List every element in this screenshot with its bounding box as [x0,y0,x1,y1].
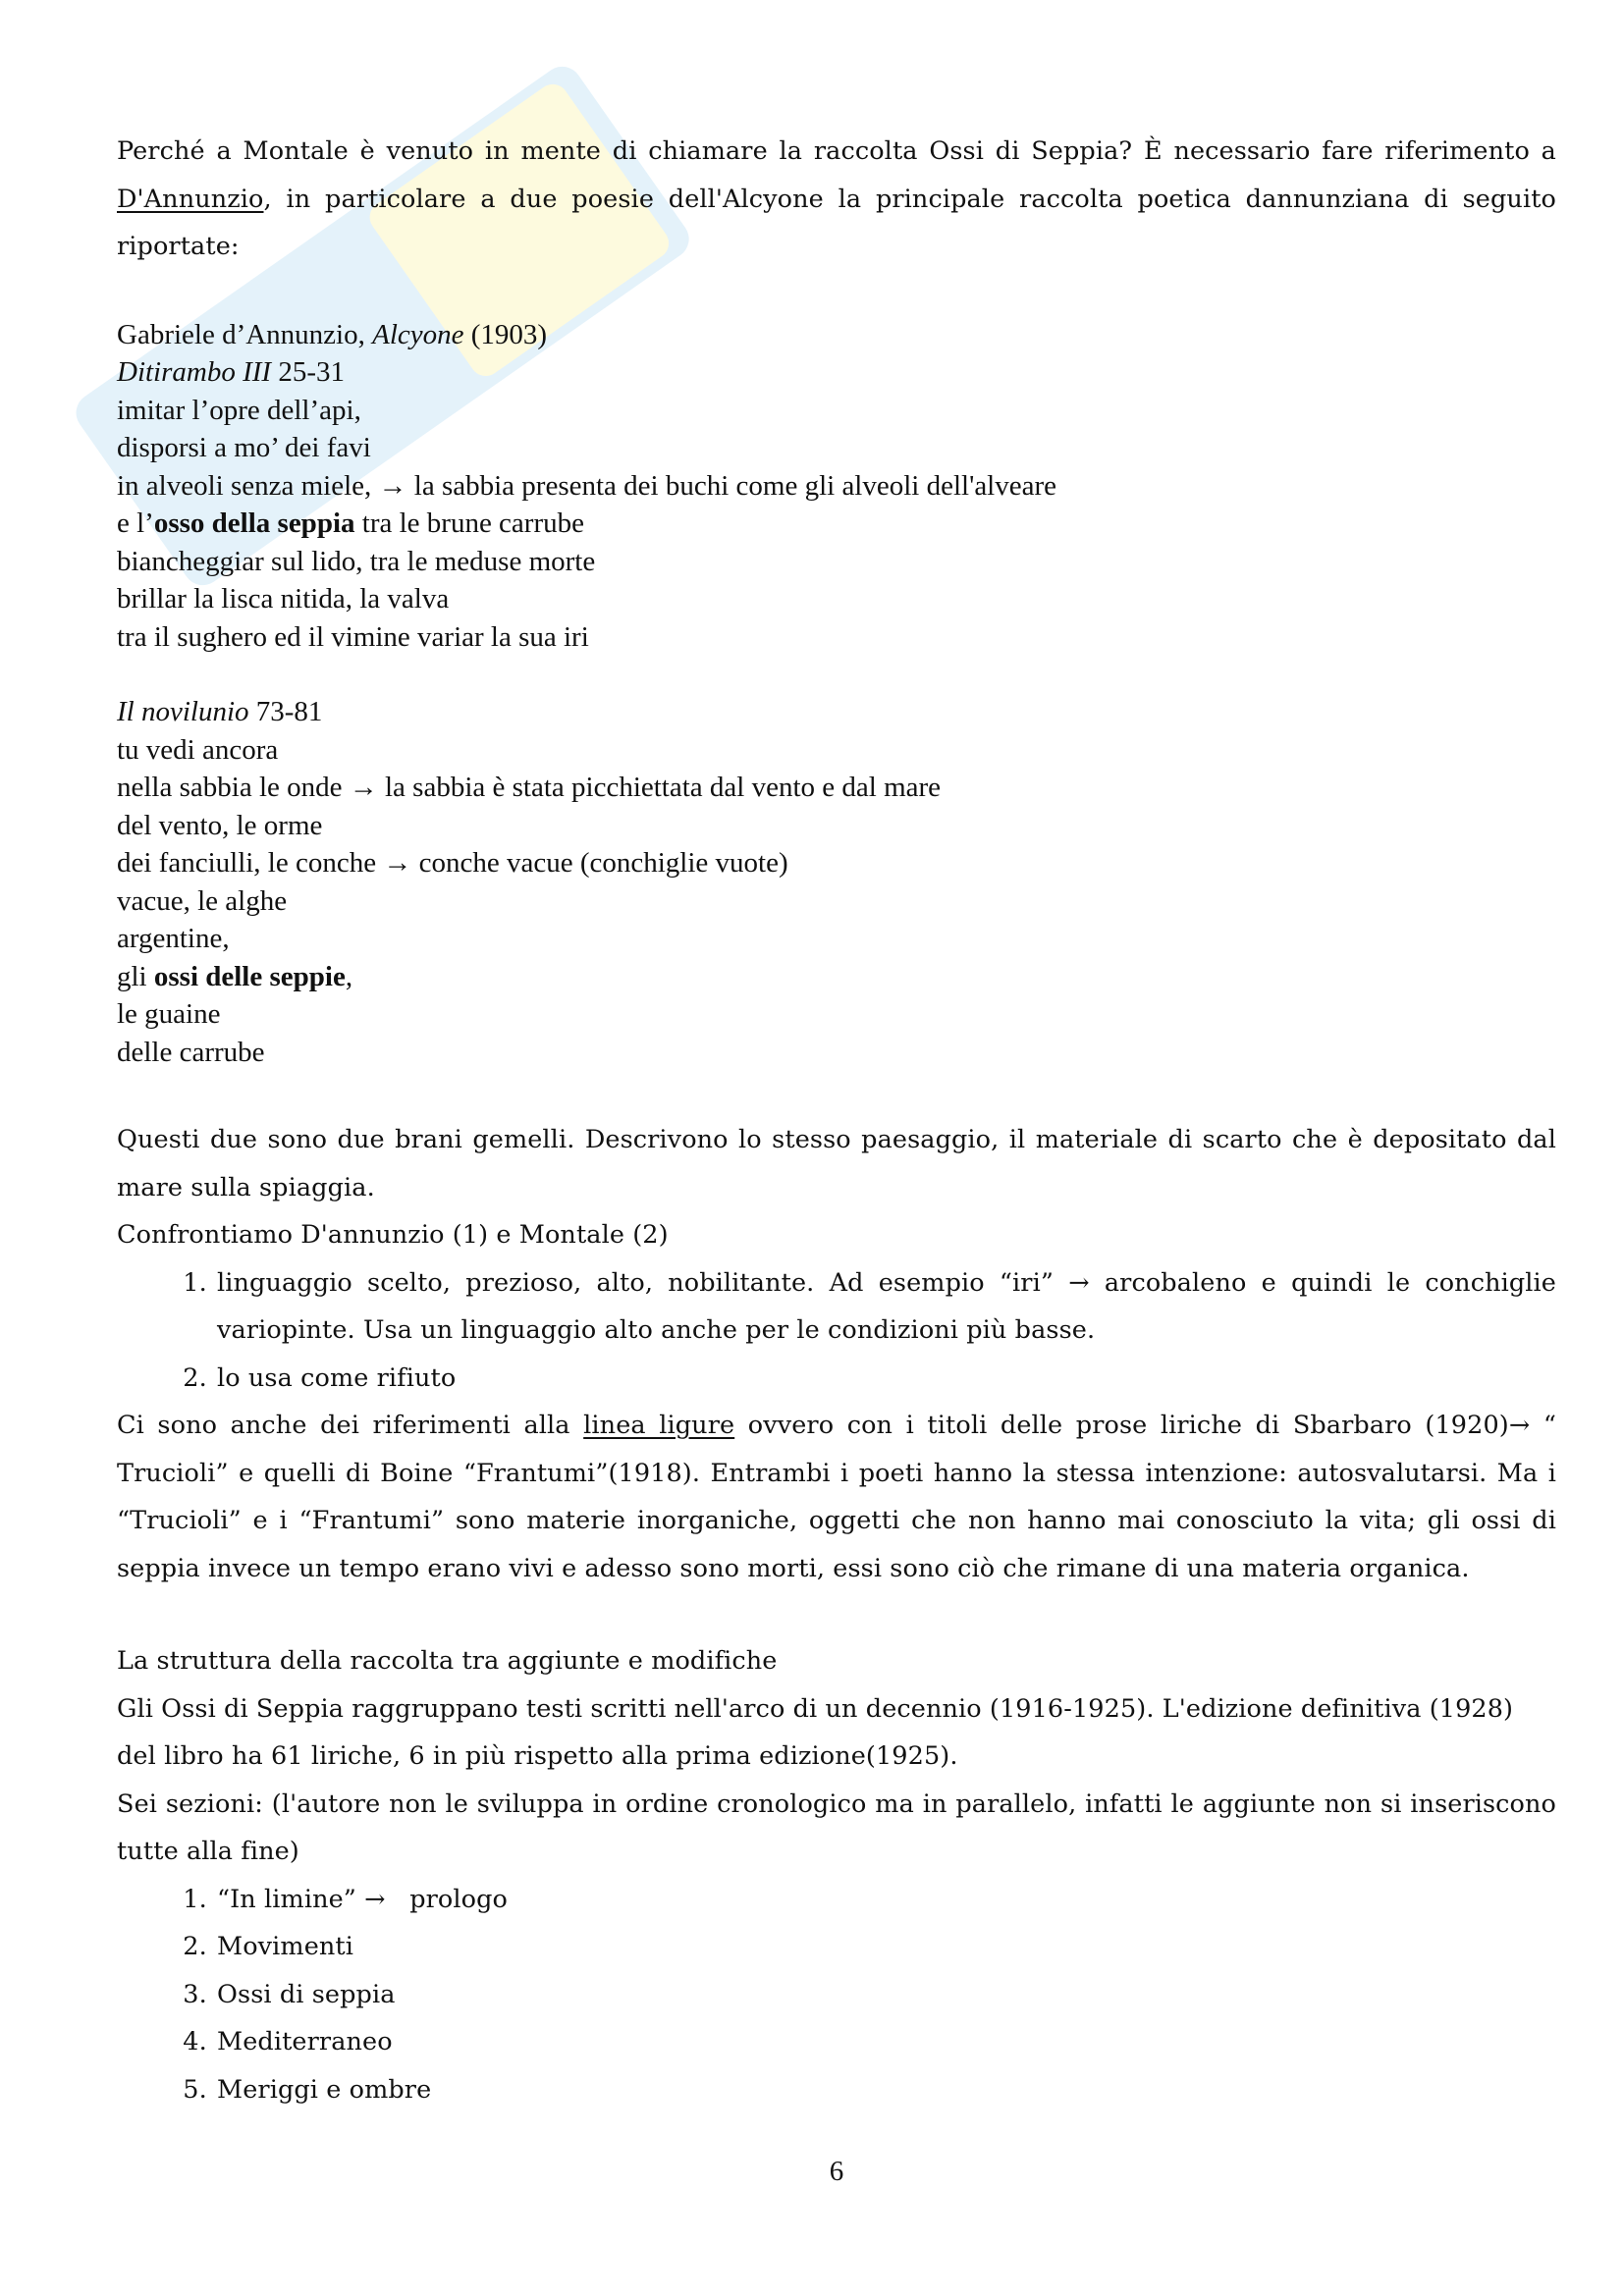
verse: delle carrube [117,1036,265,1068]
paragraph: Ci sono anche dei riferimenti alla linea ligure ovvero con i titoli delle prose liriche di Sbarbaro (1920)→ “ Trucioli” e quelli di Boine “Frantumi”(1918). Entrambi i poeti hanno la stessa intenzione: autosvalutarsi. Ma i “Trucioli” e i “Frantumi” sono materie inorganiche, oggetti che non hanno mai conosciuto la vita; gli ossi di seppia invece un tempo erano vivi e adesso sono morti, essi sono ciò che rimane di una materia organica. [117,1411,1556,1583]
list-item: 2. lo usa come rifiuto [215,1355,1556,1403]
intro-text-cont: , in particolare a due poesie dell'Alcyone la principale raccolta poetica dannunziana di seguito riportate: [117,184,1556,261]
verse: biancheggiar sul lido, tra le meduse morte [117,545,596,577]
verse: tu vedi ancora [117,733,279,766]
verse: brillar la lisca nitida, la valva [117,583,450,614]
linea-ligure-link[interactable]: linea ligure [583,1411,735,1440]
paragraph: Confrontiamo D'annunzio (1) e Montale (2) [117,1220,669,1250]
verse: vacue, le alghe [117,884,288,917]
verse: e l’osso della seppia tra le brune carrube [117,507,584,539]
list-item: 5. Meriggi e ombre [215,2066,1556,2114]
sections-list [117,1876,1556,2114]
intro-paragraph [117,128,1556,271]
structure-section [117,1637,1556,2113]
verse: imitar l’opre dell’api, [117,394,361,426]
list-item: 4. Mediterraneo [215,2018,1556,2066]
verse: del vento, le orme [117,809,323,841]
poem-title: Il novilunio 73-81 [117,696,323,727]
paragraph: Questi due sono due brani gemelli. Descrivono lo stesso paesaggio, il materiale di scarto che è depositato dal mare sulla spiaggia. [117,1125,1556,1202]
intro-text: Perché a Montale è venuto in mente di chiamare la raccolta Ossi di Seppia? È necessario fare riferimento a [117,136,1556,166]
poem-source: Gabriele d’Annunzio, Alcyone (1903) [117,318,548,350]
poem-title: Ditirambo III 25-31 [117,356,345,388]
poem-ditirambo [117,316,1556,657]
verse: gli ossi delle seppie, [117,960,353,992]
list-item: 3. Ossi di seppia [215,1971,1556,2019]
list-item: 1. linguaggio scelto, prezioso, alto, nobilitante. Ad esempio “iri” → arcobaleno e quindi le conchiglie variopinte. Usa un linguaggio alto anche per le condizioni più basse. [215,1259,1556,1355]
comparison-section [117,1116,1556,1592]
comparison-list [117,1259,1556,1403]
verse: nella sabbia le onde → la sabbia è stata picchiettata dal vento e dal mare [117,772,942,803]
verse: dei fanciulli, le conche → conche vacue (conchiglie vuote) [117,847,788,879]
verse: in alveoli senza miele, → la sabbia presenta dei buchi come gli alveoli dell'alveare [117,469,1057,502]
verse: tra il sughero ed il vimine variar la sua iri [117,620,589,653]
verse: le guaine [117,998,221,1030]
paragraph: Gli Ossi di Seppia raggruppano testi scritti nell'arco di un decennio (1916-1925). L'edizione definitiva (1928) del libro ha 61 liriche, 6 in più rispetto alla prima edizione(1925). [117,1693,1514,1771]
list-item: 2. Movimenti [215,1923,1556,1971]
section-heading: La struttura della raccolta tra aggiunte e modifiche [117,1646,778,1676]
list-item: 1. “In limine” → prologo [215,1876,1556,1924]
page-number: 6 [829,2156,844,2187]
paragraph: Sei sezioni: (l'autore non le sviluppa in ordine cronologico ma in parallelo, infatti le aggiunte non si inseriscono tutte alla fine) [117,1789,1556,1866]
verse: disporsi a mo’ dei favi [117,432,371,463]
poem-novilunio [117,693,1556,1071]
dannunzio-link[interactable]: D'Annunzio [117,184,264,214]
verse: argentine, [117,923,230,954]
